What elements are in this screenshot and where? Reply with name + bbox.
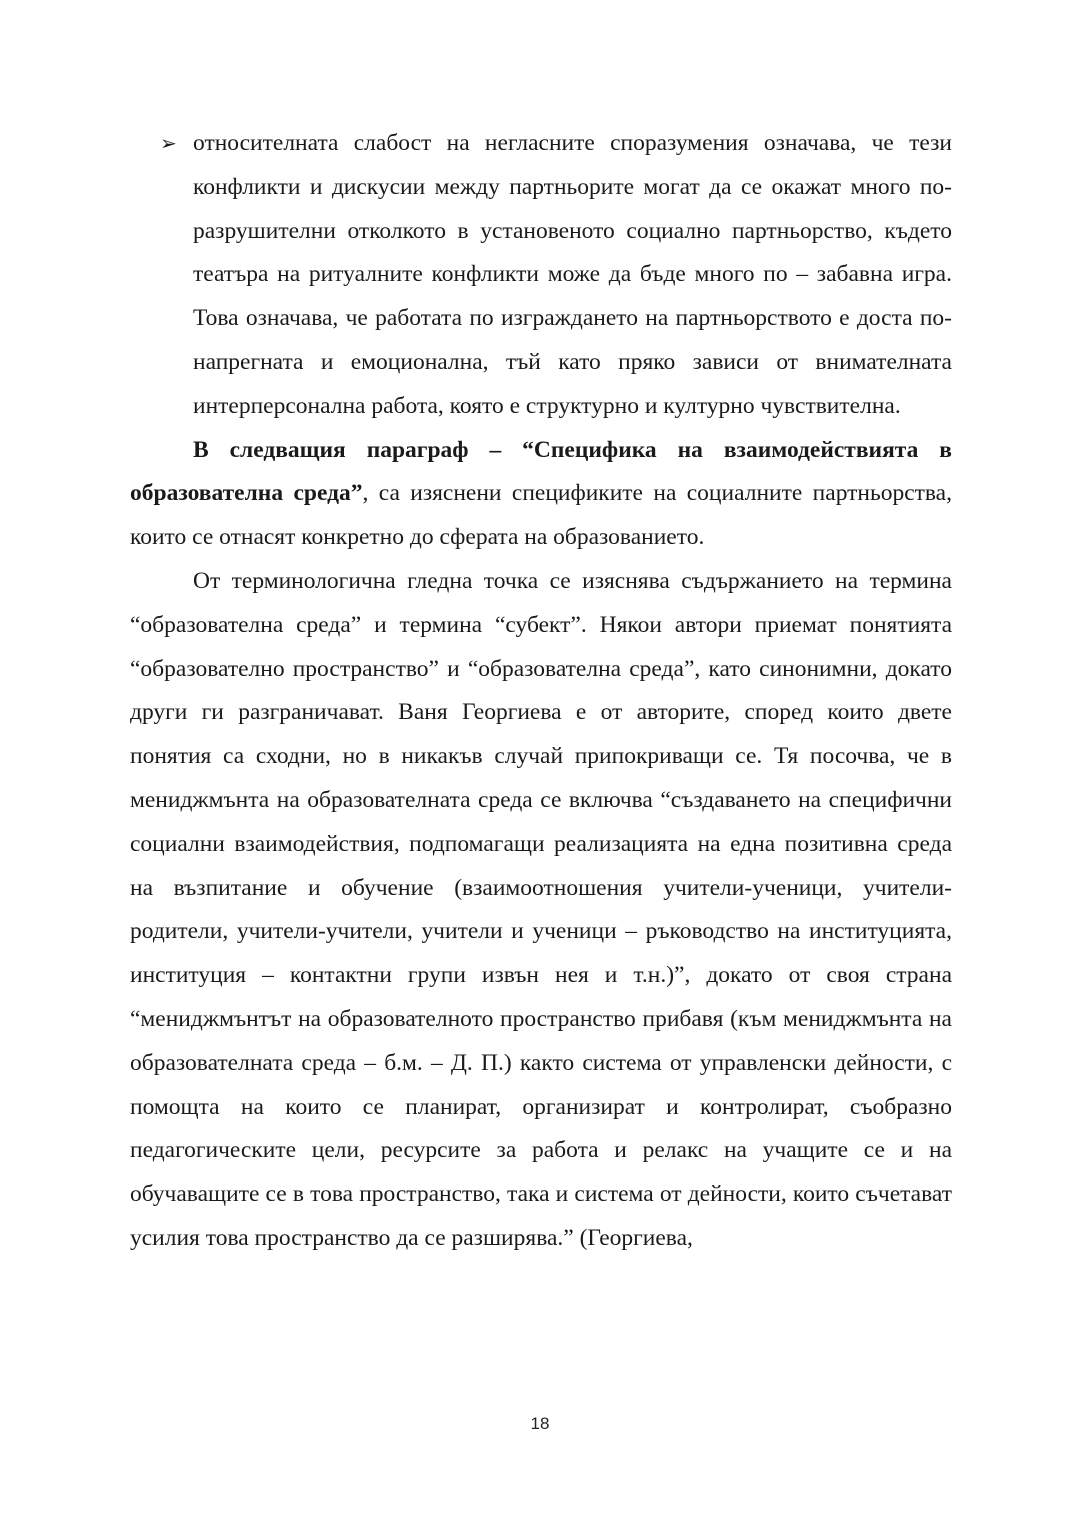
terminology-text: От терминологична гледна точка се изяснява съдържанието на термина “образователна среда” и термина “субект”. Някои автори приемат понятията “образователно пространство” и “образователна среда”, като синонимни, докато други ги разграничават. Ваня Георгиева е от авторите, според които двете понятия са сходни, но в никакъв случай припокриващи се. Тя посочва, че в мениджмънта на образователната среда се включва “създаването на специфични социални взаимодействия, подпомагащи реализацията на една позитивна среда на възпитание и обучение (взаимоотношения учители-ученици, учители-родители, учители-учители, учители и ученици – ръководство на институцията, институция – контактни групи извън нея и т.н.)”, докато от своя страна “мениджмънтът на образователното пространство прибавя (към мениджмънта на образователната среда – б.м. – Д. П.) както система от управленски дейности, с помощта на които се планират, организират и контролират, съобразно педагогическите цели, ресурсите за работа и релакс на учащите се и на обучаващите се в това пространство, така и система от дейности, които съчетават усилия това пространство да се разширява.” (Георгиева, — [130, 567, 952, 1251]
terminology-paragraph — [130, 560, 952, 1261]
bullet-text: относителната слабост на негласните споразумения означава, че тези конфликти и дискусии между партньорите могат да се окажат много по-разрушителни отколкото в установеното социално партньорство, където театъра на ритуалните конфликти може да бъде много по – забавна игра. Това означава, че работата по изграждането на партньорството е доста по-напрегната и емоционална, тъй като пряко зависи от внимателната интерперсонална работа, която е структурно и културно чувствителна. — [193, 130, 952, 419]
page-body — [130, 122, 952, 1261]
arrowhead-bullet-icon: ➢ — [160, 131, 177, 155]
bullet-paragraph — [130, 122, 952, 429]
page-number: 18 — [530, 1414, 550, 1433]
next-section-text: , са изяснени спецификите на социалните партньорства, които се отнасят конкретно до сферата на образованието. — [130, 480, 952, 551]
section-title-reference: В следващия параграф – “Специфика на взаимодействията в образователна среда” — [130, 436, 952, 507]
next-section-paragraph — [130, 429, 952, 560]
